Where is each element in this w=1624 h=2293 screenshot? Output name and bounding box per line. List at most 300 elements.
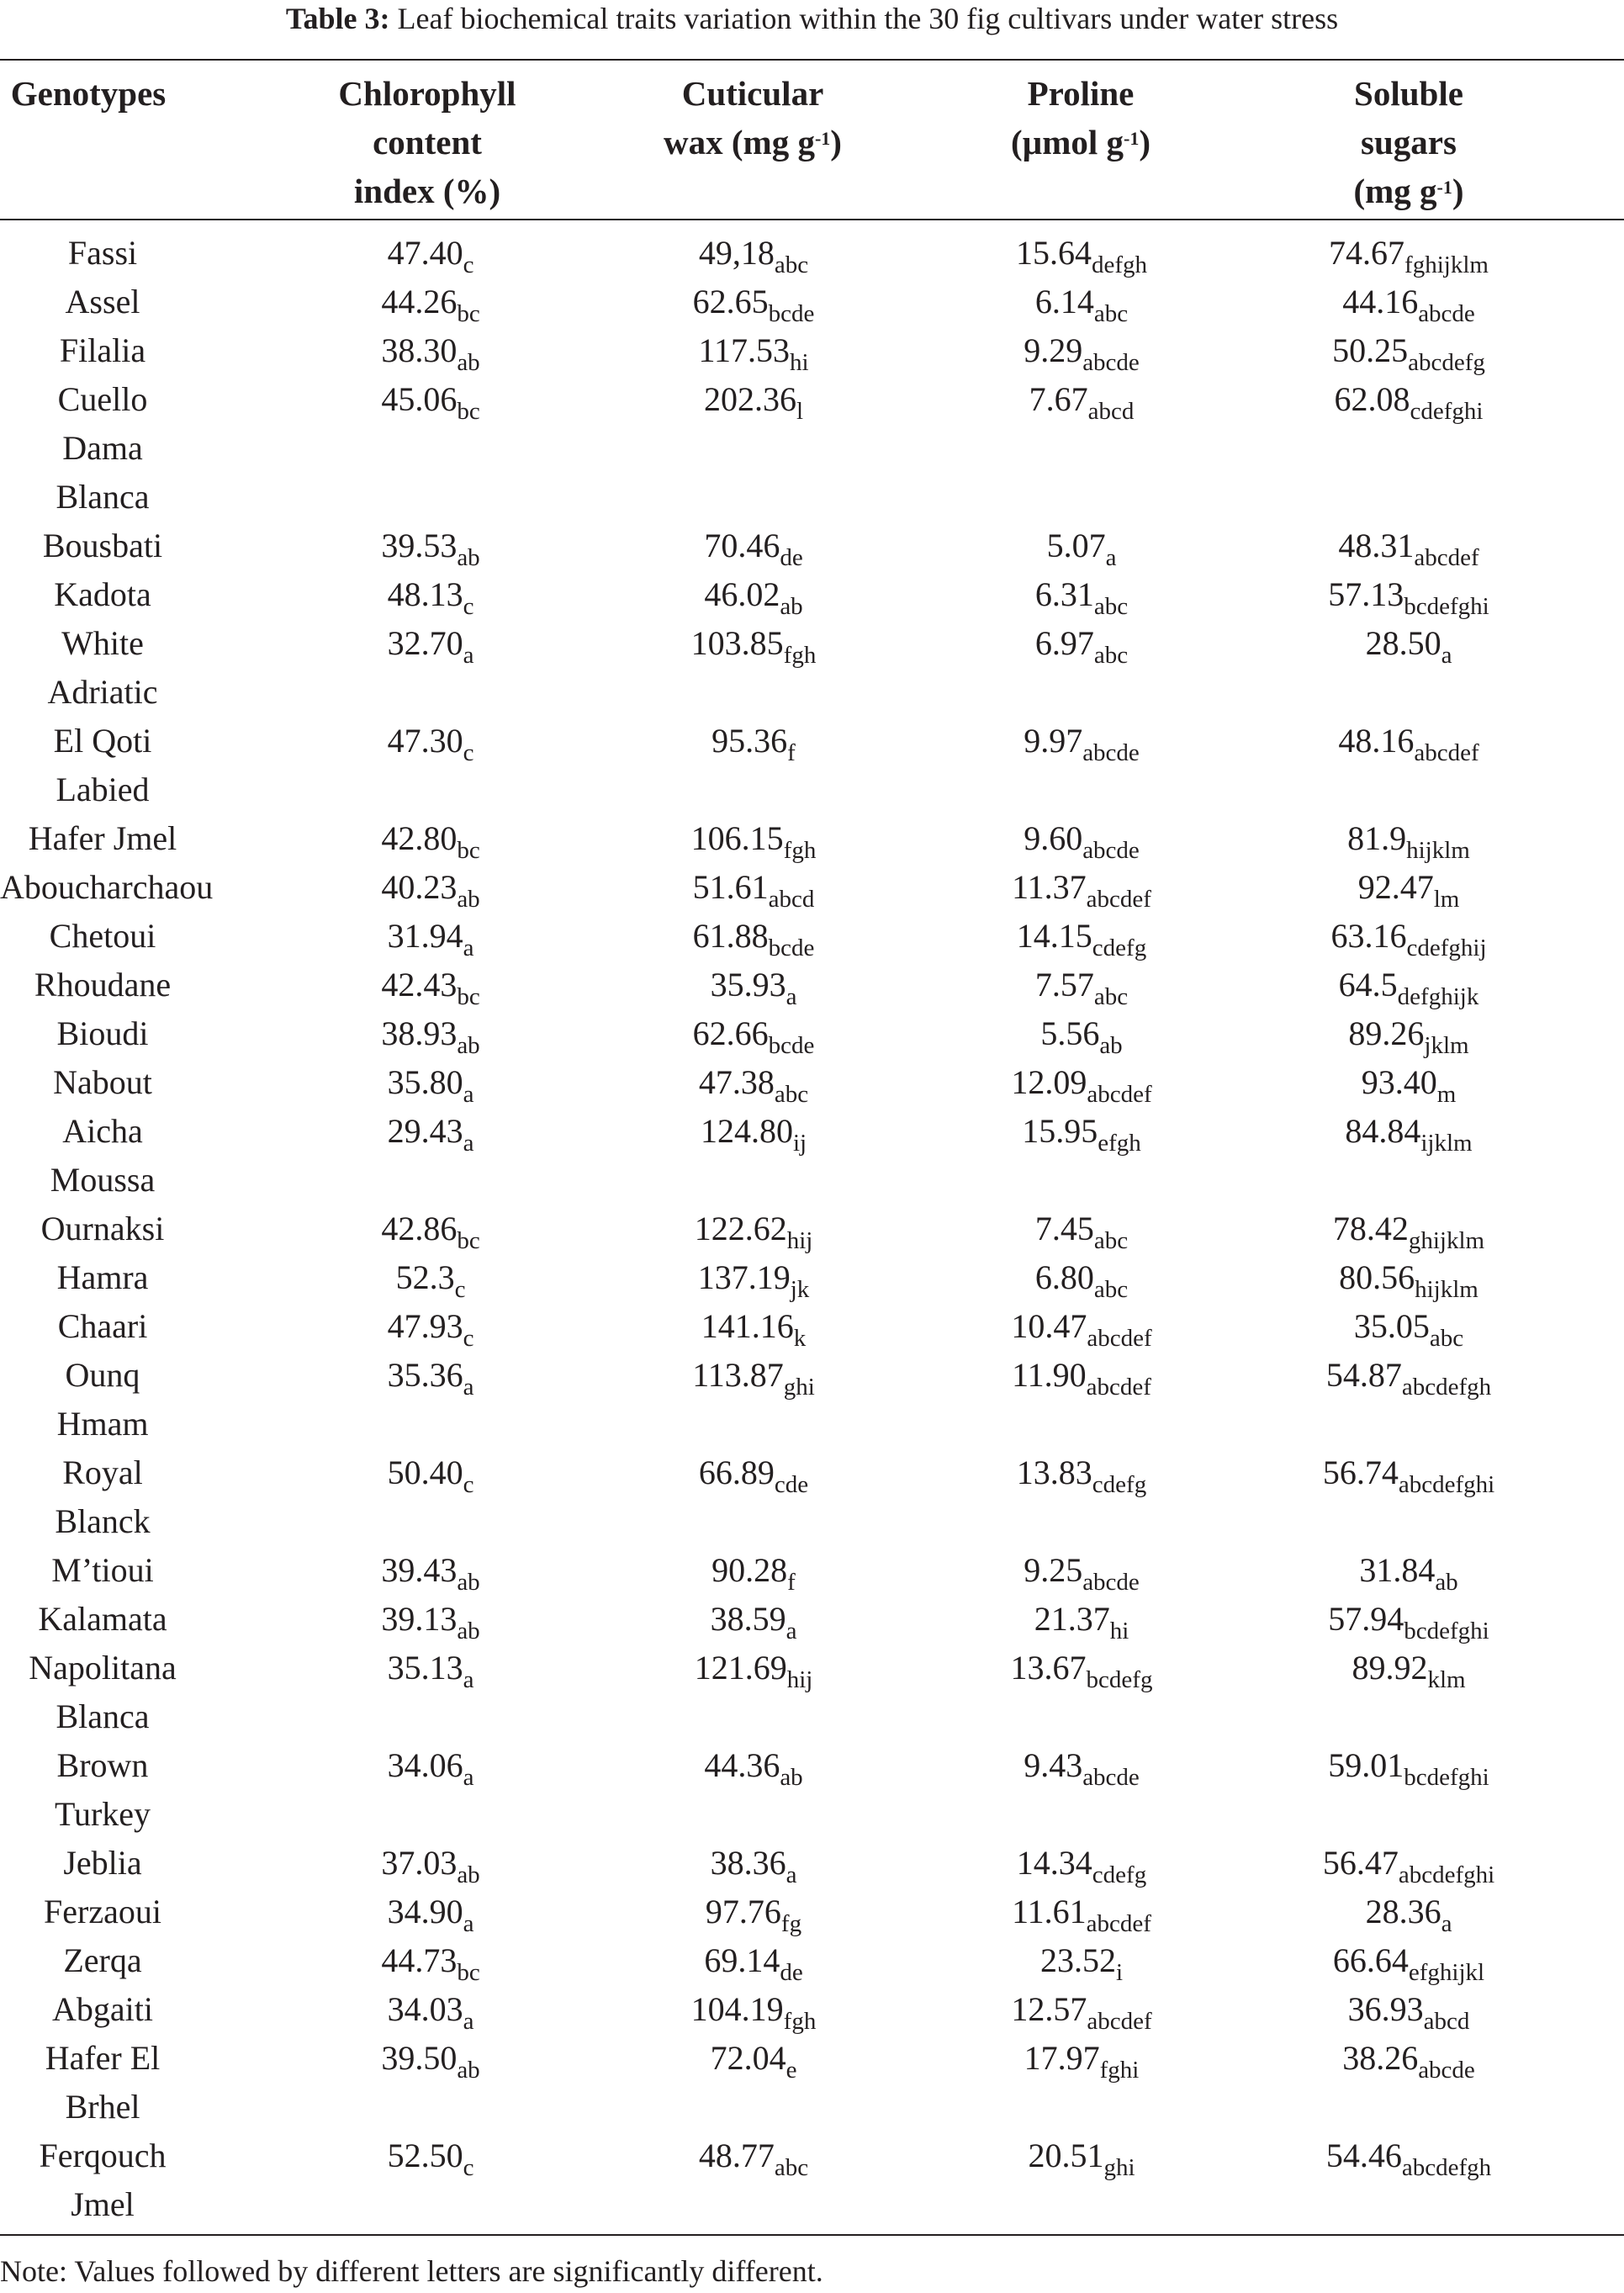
genotype-name-line: Hmam	[56, 1405, 149, 1443]
significance-letters: ab	[457, 1032, 480, 1059]
significance-letters: de	[780, 1959, 803, 1986]
significance-letters: fg	[780, 1910, 802, 1937]
value: 42.43	[381, 966, 458, 1004]
value: 93.40	[1361, 1063, 1437, 1101]
significance-letters: hijklm	[1415, 1276, 1479, 1303]
cuticular-wax-cell	[585, 570, 922, 622]
table-body	[0, 229, 1624, 2229]
genotype-name-line: White	[61, 624, 144, 662]
genotype-cell	[0, 1253, 205, 1302]
genotype-name-line: Chaari	[57, 1307, 148, 1345]
value: 45.06	[381, 380, 458, 418]
table-row	[0, 912, 1624, 961]
significance-letters: e	[786, 2057, 797, 2084]
genotype-name-line: Bioudi	[56, 1014, 149, 1052]
table-row	[0, 1644, 1624, 1741]
value: 42.80	[381, 819, 458, 857]
table-row	[0, 1351, 1624, 1448]
genotype-cell	[0, 1107, 205, 1205]
value: 84.84	[1345, 1112, 1421, 1150]
value: 9.60	[1024, 819, 1083, 857]
significance-letters: a	[463, 1130, 474, 1157]
value: 34.06	[387, 1746, 463, 1784]
value: 6.31	[1034, 575, 1094, 613]
value: 7.45	[1034, 1210, 1094, 1247]
table-row	[0, 1107, 1624, 1205]
soluble-sugars-cell	[1240, 229, 1577, 281]
cuticular-wax-cell	[585, 1888, 922, 1940]
value: 117.53	[698, 331, 790, 369]
significance-letters: fgh	[783, 2008, 817, 2035]
genotype-name-line: Jeblia	[63, 1844, 142, 1882]
soluble-sugars-cell	[1240, 814, 1577, 866]
significance-letters: abcdefghi	[1398, 1471, 1495, 1498]
chlorophyll-cell	[262, 570, 599, 622]
significance-letters: ab	[457, 886, 480, 913]
table-row	[0, 570, 1624, 619]
genotype-name-line: Cuello	[57, 380, 148, 418]
value: 66.64	[1332, 1941, 1409, 1979]
significance-letters: bc	[457, 1959, 480, 1986]
significance-letters: a	[463, 1374, 474, 1401]
chlorophyll-cell	[262, 1448, 599, 1501]
genotype-cell	[0, 1595, 205, 1644]
value: 38.93	[381, 1014, 458, 1052]
proline-cell	[913, 1839, 1250, 1891]
chlorophyll-cell	[262, 814, 599, 866]
value: 37.03	[381, 1844, 458, 1882]
table-row	[0, 1741, 1624, 1839]
genotype-name-line: Rhoudane	[34, 966, 172, 1004]
value: 57.94	[1328, 1600, 1404, 1638]
significance-letters: bcde	[768, 300, 815, 327]
value: 38.30	[381, 331, 458, 369]
value: 56.74	[1322, 1454, 1399, 1491]
significance-letters: abcd	[1423, 2008, 1470, 2035]
significance-letters: bc	[457, 983, 480, 1010]
genotype-name-line: Hamra	[56, 1258, 149, 1296]
significance-letters: abc	[774, 2154, 809, 2181]
significance-letters: abcd	[1087, 398, 1135, 425]
proline-cell	[913, 326, 1250, 379]
table-row	[0, 522, 1624, 570]
genotype-name-line: Moussa	[50, 1161, 156, 1199]
proline-cell	[913, 522, 1250, 574]
significance-letters: fghi	[1099, 2057, 1140, 2084]
genotype-name-line: Aicha	[62, 1112, 143, 1150]
genotype-cell	[0, 1058, 205, 1107]
genotype-cell	[0, 2131, 205, 2229]
chlorophyll-cell	[262, 912, 599, 964]
genotype-name-line: Fassi	[67, 234, 138, 272]
chlorophyll-cell	[262, 1253, 599, 1305]
significance-letters: ijklm	[1420, 1130, 1473, 1157]
value: 7.67	[1029, 380, 1088, 418]
value: 62.08	[1334, 380, 1410, 418]
significance-letters: efghijkl	[1408, 1959, 1485, 1986]
genotype-name-line: M’tioui	[51, 1551, 154, 1589]
chlorophyll-cell	[262, 863, 599, 915]
significance-letters: ab	[457, 1861, 480, 1888]
chlorophyll-cell	[262, 1546, 599, 1598]
significance-letters: defghijk	[1397, 983, 1479, 1010]
significance-letters: abcde	[1418, 2057, 1475, 2084]
soluble-sugars-cell	[1240, 1302, 1577, 1354]
value: 39.13	[381, 1600, 458, 1638]
genotype-cell	[0, 522, 205, 570]
significance-letters: l	[796, 398, 804, 425]
cuticular-wax-cell	[585, 961, 922, 1013]
genotype-name-line: Brown	[56, 1746, 149, 1784]
value: 38.26	[1342, 2039, 1419, 2077]
genotype-cell	[0, 326, 205, 375]
value: 56.47	[1322, 1844, 1399, 1882]
header-rule	[0, 219, 1624, 220]
chlorophyll-cell	[262, 1595, 599, 1647]
cuticular-wax-cell	[585, 1107, 922, 1159]
cuticular-wax-cell	[585, 1644, 922, 1696]
value: 17.97	[1024, 2039, 1100, 2077]
chlorophyll-cell	[262, 1107, 599, 1159]
genotype-cell	[0, 1546, 205, 1595]
chlorophyll-cell	[262, 229, 599, 281]
value: 35.93	[710, 966, 786, 1004]
value: 46.02	[704, 575, 780, 613]
value: 39.50	[381, 2039, 458, 2077]
chlorophyll-cell	[262, 1888, 599, 1940]
proline-cell	[913, 1644, 1250, 1696]
proline-cell	[913, 717, 1250, 769]
value: 40.23	[381, 868, 458, 906]
soluble-sugars-cell	[1240, 1107, 1577, 1159]
significance-letters: ab	[457, 349, 480, 376]
value: 70.46	[704, 527, 780, 564]
significance-letters: ab	[457, 1569, 480, 1596]
proline-cell	[913, 1448, 1250, 1501]
value: 35.36	[387, 1356, 463, 1394]
significance-letters: abcdefghi	[1398, 1861, 1495, 1888]
significance-letters: ab	[457, 2057, 480, 2084]
significance-letters: abcdef	[1087, 1325, 1152, 1352]
soluble-sugars-cell	[1240, 1253, 1577, 1305]
proline-cell	[913, 278, 1250, 330]
genotype-name-line: Blanca	[56, 478, 150, 516]
significance-letters: bcdefghi	[1404, 593, 1489, 620]
value: 95.36	[711, 722, 788, 760]
significance-letters: bc	[457, 300, 480, 327]
significance-letters: abcdef	[1414, 544, 1479, 571]
value: 14.34	[1016, 1844, 1092, 1882]
value: 137.19	[697, 1258, 791, 1296]
value: 122.62	[694, 1210, 787, 1247]
value: 35.05	[1353, 1307, 1430, 1345]
table-label: Table 3:	[285, 2, 390, 35]
genotype-name-line: Assel	[65, 283, 140, 320]
value: 7.57	[1034, 966, 1094, 1004]
soluble-sugars-cell	[1240, 1644, 1577, 1696]
genotype-cell	[0, 1888, 205, 1936]
value: 29.43	[387, 1112, 463, 1150]
soluble-sugars-cell	[1240, 2131, 1577, 2184]
genotype-name-line: Ounq	[65, 1356, 140, 1394]
significance-letters: a	[463, 2008, 474, 2035]
significance-letters: abc	[1429, 1325, 1464, 1352]
significance-letters: a	[1441, 642, 1452, 669]
genotype-name-line: Adriatic	[47, 673, 158, 711]
proline-cell	[913, 1936, 1250, 1989]
table-row	[0, 1985, 1624, 2034]
cuticular-wax-cell	[585, 863, 922, 915]
cuticular-wax-cell	[585, 326, 922, 379]
significance-letters: c	[463, 252, 474, 278]
significance-letters: abcdef	[1086, 886, 1151, 913]
table-row	[0, 1009, 1624, 1058]
soluble-sugars-cell	[1240, 961, 1577, 1013]
header-soluble-sugars: Soluble sugars (mg $g^{-1}$)	[1353, 74, 1464, 210]
value: 28.50	[1365, 624, 1441, 662]
cuticular-wax-cell	[585, 912, 922, 964]
cuticular-wax-cell	[585, 2034, 922, 2086]
value: 48.77	[698, 2137, 775, 2174]
genotype-name-line: Hafer El	[45, 2039, 161, 2077]
proline-cell	[913, 1107, 1250, 1159]
value: 13.83	[1016, 1454, 1092, 1491]
genotype-cell	[0, 863, 214, 912]
significance-letters: bc	[457, 837, 480, 864]
value: 51.61	[692, 868, 769, 906]
value: 113.87	[692, 1356, 784, 1394]
genotype-name-line: Zerqa	[63, 1941, 142, 1979]
table-row	[0, 278, 1624, 326]
soluble-sugars-cell	[1240, 522, 1577, 574]
proline-cell	[913, 2131, 1250, 2184]
genotype-name-line: Turkey	[54, 1795, 151, 1833]
chlorophyll-cell	[262, 2034, 599, 2086]
significance-letters: ghi	[783, 1374, 815, 1401]
significance-letters: abcdef	[1087, 1081, 1152, 1108]
significance-letters: ab	[780, 1764, 803, 1791]
significance-letters: hijklm	[1406, 837, 1470, 864]
soluble-sugars-cell	[1240, 619, 1577, 671]
value: 64.5	[1338, 966, 1398, 1004]
chlorophyll-cell	[262, 717, 599, 769]
significance-letters: abcde	[1082, 739, 1140, 766]
significance-letters: ab	[1435, 1569, 1458, 1596]
chlorophyll-cell	[262, 1644, 599, 1696]
genotype-cell	[0, 278, 205, 326]
genotype-cell	[0, 1448, 205, 1546]
proline-cell	[913, 1741, 1250, 1793]
chlorophyll-cell	[262, 1009, 599, 1062]
genotype-name-line: Filalia	[59, 331, 146, 369]
cuticular-wax-cell	[585, 1985, 922, 2037]
genotype-name-line: Ferqouch	[39, 2137, 167, 2174]
proline-cell	[913, 863, 1250, 915]
cuticular-wax-cell	[585, 2131, 922, 2184]
value: 11.90	[1012, 1356, 1087, 1394]
significance-letters: c	[463, 1325, 474, 1352]
soluble-sugars-cell	[1240, 1009, 1577, 1062]
soluble-sugars-cell	[1240, 717, 1577, 769]
significance-letters: cdefghi	[1410, 398, 1484, 425]
genotype-cell	[0, 717, 205, 814]
significance-letters: abcde	[1418, 300, 1475, 327]
value: 59.01	[1328, 1746, 1404, 1784]
soluble-sugars-cell	[1240, 570, 1577, 622]
value: 69.14	[704, 1941, 780, 1979]
soluble-sugars-cell	[1240, 863, 1577, 915]
significance-letters: a	[463, 1666, 474, 1693]
soluble-sugars-cell	[1240, 1888, 1577, 1940]
value: 90.28	[711, 1551, 788, 1589]
soluble-sugars-cell	[1240, 1595, 1577, 1647]
significance-letters: klm	[1427, 1666, 1466, 1693]
value: 47.30	[387, 722, 463, 760]
significance-letters: abc	[1093, 983, 1129, 1010]
proline-cell	[913, 570, 1250, 622]
table-row	[0, 814, 1624, 863]
genotype-cell	[0, 1839, 205, 1888]
genotype-name-line: Labied	[56, 771, 150, 808]
value: 34.90	[387, 1893, 463, 1930]
value: 54.87	[1325, 1356, 1402, 1394]
table-row	[0, 326, 1624, 375]
value: 10.47	[1011, 1307, 1087, 1345]
value: 80.56	[1339, 1258, 1415, 1296]
significance-letters: cdefghij	[1406, 935, 1487, 961]
genotype-name-line: Brhel	[65, 2088, 140, 2126]
significance-letters: abcd	[768, 886, 815, 913]
value: 124.80	[700, 1112, 793, 1150]
value: 6.14	[1034, 283, 1094, 320]
significance-letters: a	[463, 935, 474, 961]
value: 23.52	[1039, 1941, 1116, 1979]
value: 48.13	[387, 575, 463, 613]
significance-letters: bc	[457, 398, 480, 425]
soluble-sugars-cell	[1240, 326, 1577, 379]
significance-letters: m	[1436, 1081, 1457, 1108]
soluble-sugars-cell	[1240, 1448, 1577, 1501]
significance-letters: cdefg	[1092, 1471, 1147, 1498]
proline-cell	[913, 961, 1250, 1013]
table-row	[0, 863, 1624, 912]
value: 62.66	[692, 1014, 769, 1052]
table-row	[0, 1936, 1624, 1985]
significance-letters: abcdefgh	[1401, 2154, 1492, 2181]
significance-letters: a	[463, 1910, 474, 1937]
value: 6.80	[1034, 1258, 1094, 1296]
table-row	[0, 1546, 1624, 1595]
chlorophyll-cell	[262, 1205, 599, 1257]
value: 74.67	[1329, 234, 1405, 272]
significance-letters: hij	[786, 1666, 813, 1693]
value: 89.26	[1348, 1014, 1425, 1052]
value: 63.16	[1330, 917, 1407, 955]
significance-letters: cdefg	[1092, 1861, 1147, 1888]
chlorophyll-cell	[262, 619, 599, 671]
chlorophyll-cell	[262, 1741, 599, 1793]
genotype-cell	[0, 375, 205, 522]
cuticular-wax-cell	[585, 1253, 922, 1305]
significance-letters: abc	[1093, 593, 1129, 620]
cuticular-wax-cell	[585, 1936, 922, 1989]
value: 12.57	[1011, 1990, 1087, 2028]
significance-letters: c	[463, 1471, 474, 1498]
value: 28.36	[1365, 1893, 1441, 1930]
significance-letters: lm	[1433, 886, 1460, 913]
significance-letters: abcdefg	[1408, 349, 1485, 376]
cuticular-wax-cell	[585, 1302, 922, 1354]
table-header	[0, 69, 1624, 217]
genotype-name-line: Blanck	[55, 1502, 151, 1540]
proline-cell	[913, 912, 1250, 964]
chlorophyll-cell	[262, 375, 599, 427]
value: 44.36	[704, 1746, 780, 1784]
chlorophyll-cell	[262, 961, 599, 1013]
value: 38.59	[710, 1600, 786, 1638]
cuticular-wax-cell	[585, 1741, 922, 1793]
proline-cell	[913, 2034, 1250, 2086]
value: 42.86	[381, 1210, 458, 1247]
value: 39.43	[381, 1551, 458, 1589]
significance-letters: abc	[1093, 300, 1129, 327]
significance-letters: abc	[774, 1081, 809, 1108]
significance-letters: abc	[1093, 1227, 1129, 1254]
chlorophyll-cell	[262, 1058, 599, 1110]
value: 52.50	[387, 2137, 463, 2174]
significance-letters: f	[787, 739, 796, 766]
value: 34.03	[387, 1990, 463, 2028]
value: 72.04	[710, 2039, 786, 2077]
table-row	[0, 1888, 1624, 1936]
cuticular-wax-cell	[585, 229, 922, 281]
significance-letters: de	[780, 544, 803, 571]
significance-letters: a	[786, 1861, 797, 1888]
genotype-name-line: Blanca	[56, 1697, 150, 1735]
value: 121.69	[694, 1649, 787, 1687]
cuticular-wax-cell	[585, 375, 922, 427]
proline-cell	[913, 1546, 1250, 1598]
significance-letters: jk	[790, 1276, 810, 1303]
value: 57.13	[1328, 575, 1404, 613]
significance-letters: efgh	[1098, 1130, 1141, 1157]
significance-letters: abcdef	[1087, 2008, 1152, 2035]
genotype-name-line: Bousbati	[42, 527, 163, 564]
significance-letters: cde	[774, 1471, 809, 1498]
table-row	[0, 1448, 1624, 1546]
value: 35.13	[387, 1649, 463, 1687]
significance-letters: k	[793, 1325, 807, 1352]
soluble-sugars-cell	[1240, 1205, 1577, 1257]
proline-cell	[913, 1985, 1250, 2037]
significance-letters: abcdef	[1414, 739, 1479, 766]
proline-cell	[913, 1888, 1250, 1940]
significance-letters: c	[463, 2154, 474, 2181]
genotype-cell	[0, 619, 205, 717]
value: 104.19	[690, 1990, 784, 2028]
genotype-name-line: Ferzaoui	[44, 1893, 161, 1930]
significance-letters: ab	[1099, 1032, 1123, 1059]
value: 62.65	[692, 283, 769, 320]
significance-letters: a	[786, 983, 797, 1010]
value: 48.16	[1338, 722, 1415, 760]
significance-letters: fgh	[783, 642, 817, 669]
soluble-sugars-cell	[1240, 1741, 1577, 1793]
significance-letters: abcde	[1082, 1569, 1140, 1596]
chlorophyll-cell	[262, 326, 599, 379]
genotype-name-line: Abgaiti	[52, 1990, 153, 2028]
significance-letters: ab	[457, 1618, 480, 1644]
